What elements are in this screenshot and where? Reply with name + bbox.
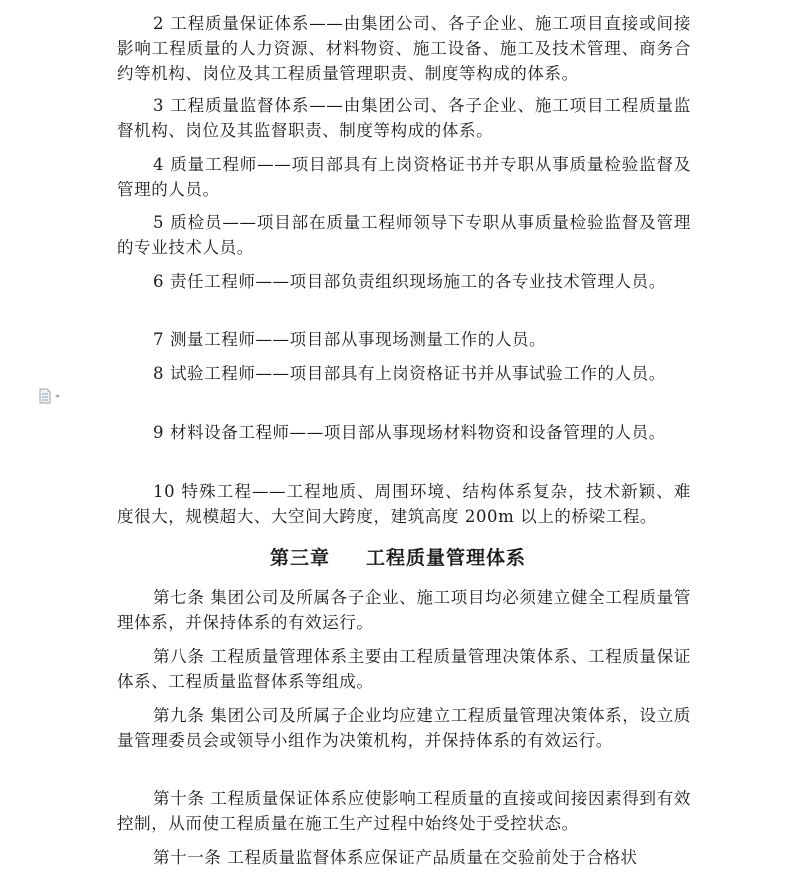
chapter-number: 第三章: [269, 547, 330, 569]
definition-item-6: 6 责任工程师——项目部负责组织现场施工的各专业技术管理人员。: [153, 272, 666, 291]
article-11: 第十一条 工程质量监督体系应保证产品质量在交验前处于合格状: [153, 848, 638, 867]
article-10: 第十条 工程质量保证体系应使影响工程质量的直接或间接因素得到有效控制，从而使工程质量在施工生产过程中始终处于受控状态。: [117, 789, 691, 833]
definition-item-7: 7 测量工程师——项目部从事现场测量工作的人员。: [153, 330, 547, 349]
chapter-title: 工程质量管理体系: [366, 547, 527, 569]
definition-item-5: 5 质检员——项目部在质量工程师领导下专职从事质量检验监督及管理的专业技术人员。: [117, 213, 691, 257]
document-icon[interactable]: [38, 388, 64, 404]
definition-item-2: 2 工程质量保证体系——由集团公司、各子企业、施工项目直接或间接影响工程质量的人力资源、材料物资、施工设备、施工及技术管理、商务合约等机构、岗位及其工程质量管理职责、制度等构成的体系。: [117, 14, 691, 83]
definition-item-8: 8 试验工程师——项目部具有上岗资格证书并从事试验工作的人员。: [153, 364, 666, 383]
definition-item-3: 3 工程质量监督体系——由集团公司、各子企业、施工项目工程质量监督机构、岗位及其监督职责、制度等构成的体系。: [117, 96, 691, 140]
chapter-heading: [0, 543, 796, 573]
article-8: 第八条 工程质量管理体系主要由工程质量管理决策体系、工程质量保证体系、工程质量监督体系等组成。: [117, 647, 691, 691]
definition-item-9: 9 材料设备工程师——项目部从事现场材料物资和设备管理的人员。: [153, 423, 666, 442]
definition-item-10: 10 特殊工程——工程地质、周围环境、结构体系复杂，技术新颖、难度很大，规模超大、大空间大跨度，建筑高度 200m 以上的桥梁工程。: [117, 482, 691, 526]
article-7: 第七条 集团公司及所属各子企业、施工项目均必须建立健全工程质量管理体系，并保持体系的有效运行。: [117, 588, 691, 632]
definition-item-4: 4 质量工程师——项目部具有上岗资格证书并专职从事质量检验监督及管理的人员。: [117, 155, 691, 199]
article-9: 第九条 集团公司及所属子企业均应建立工程质量管理决策体系，设立质量管理委员会或领导小组作为决策机构，并保持体系的有效运行。: [117, 706, 691, 750]
